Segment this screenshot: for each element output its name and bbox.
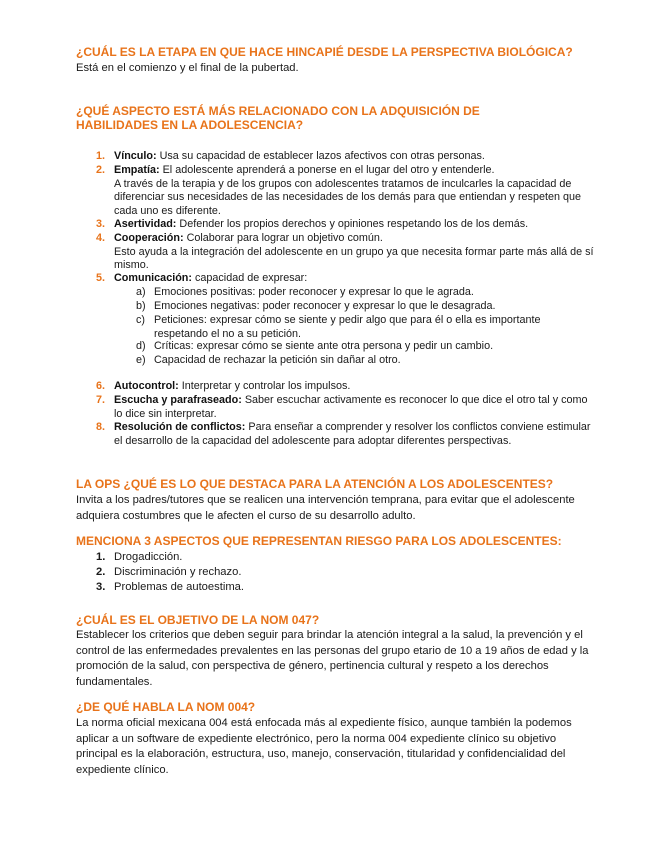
answer-ops: Invita a los padres/tutores que se realicen una intervención temprana, para evitar que el adolescente adquiera costumbres que le afecten el curso de su desarrollo adulto.	[76, 494, 575, 522]
answer-nom-047: Establecer los criterios que deben seguir para brindar la atención integral a la salud, la prevención y el control de las enfermedades prevalentes en las personas del grupo etario de 10 a 19 años de edad y la promoción de la salud, con perspectiva de género, pertinencia cultural y respeto a los derechos fundamentales.	[76, 629, 589, 688]
skill-item	[96, 272, 596, 286]
heading-ops: LA OPS ¿QUÉ ES LO QUE DESTACA PARA LA ATENCIÓN A LOS ADOLESCENTES?	[76, 477, 554, 491]
item-text: Colaborar para lograr un objetivo común.	[183, 232, 383, 244]
item-text: Saber escuchar activamente es reconocer lo que dice el otro tal y como lo dice sin interpretar.	[114, 394, 588, 420]
skill-item	[96, 164, 596, 218]
item-text: capacidad de expresar:	[191, 272, 308, 284]
communication-sub-item	[136, 300, 586, 314]
item-term: Escucha y parafraseado:	[114, 394, 242, 406]
risk-item	[96, 580, 576, 595]
sub-text: Capacidad de rechazar la petición sin dañar al otro.	[154, 354, 401, 366]
skill-item	[96, 394, 596, 421]
item-number: 1.	[96, 150, 106, 162]
skill-item	[96, 150, 596, 164]
sub-letter: d)	[136, 340, 146, 352]
item-term: Autocontrol:	[114, 380, 179, 392]
skill-item	[96, 232, 596, 273]
answer-nom-004: La norma oficial mexicana 004 está enfocada más al expediente físico, aunque también la podemos aplicar a un software de expediente electrónico, pero la norma 004 expediente clínico su objetivo principal es la elaboración, estructura, uso, manejo, conservación, titularidad y confidencialidad del expediente clínico.	[76, 717, 572, 776]
sub-letter: e)	[136, 354, 146, 366]
item-extra: A través de la terapia y de los grupos con adolescentes tratamos de inculcarles la capacidad de diferenciar sus necesidades de las necesidades de los demás para que entiendan y respeten que cada uno es diferente.	[114, 177, 581, 217]
sub-text: Críticas: expresar cómo se siente ante otra persona y pedir un cambio.	[154, 340, 494, 352]
item-term: Comunicación:	[114, 272, 192, 284]
skill-item	[96, 421, 596, 448]
item-text: El adolescente aprenderá a ponerse en el lugar del otro y entenderle.	[159, 164, 495, 176]
item-term: Asertividad:	[114, 218, 177, 230]
item-text: Problemas de autoestima.	[114, 581, 244, 593]
item-term: Vínculo:	[114, 150, 157, 162]
sub-text: Emociones negativas: poder reconocer y expresar lo que le desagrada.	[154, 300, 496, 312]
item-extra: Esto ayuda a la integración del adolescente en un grupo ya que necesita formar parte más allá de sí mismo.	[114, 245, 594, 272]
item-number: 3.	[96, 218, 106, 230]
heading-biological-stage: ¿CUÁL ES LA ETAPA EN QUE HACE HINCAPIÉ DESDE LA PERSPECTIVA BIOLÓGICA?	[76, 45, 573, 59]
item-term: Resolución de conflictos:	[114, 421, 246, 433]
heading-skills-acquisition: ¿QUÉ ASPECTO ESTÁ MÁS RELACIONADO CON LA ADQUISICIÓN DE HABILIDADES EN LA ADOLESCENCIA?	[76, 104, 480, 132]
sub-text: Emociones positivas: poder reconocer y expresar lo que le agrada.	[154, 286, 474, 298]
item-text: Usa su capacidad de establecer lazos afectivos con otras personas.	[156, 150, 485, 162]
item-text: Para enseñar a comprender y resolver los conflictos conviene estimular el desarrollo de la capacidad del adolescente para adoptar diferentes perspectivas.	[114, 421, 591, 447]
item-text: Drogadicción.	[114, 551, 183, 563]
communication-sub-item	[136, 340, 586, 354]
item-text: Defender los propios derechos y opiniones respetando los de los demás.	[176, 218, 529, 230]
answer-biological-stage: Está en el comienzo y el final de la pubertad.	[76, 62, 299, 74]
sub-text: Peticiones: expresar cómo se siente y pedir algo que para él o ella es importante respetando el no a su petición.	[154, 314, 541, 340]
heading-risk-aspects: MENCIONA 3 ASPECTOS QUE REPRESENTAN RIESGO PARA LOS ADOLESCENTES:	[76, 534, 562, 548]
communication-sub-item	[136, 314, 586, 341]
communication-sub-item	[136, 286, 586, 300]
skill-item	[96, 380, 596, 394]
sub-letter: c)	[136, 314, 145, 326]
item-term: Empatía:	[114, 164, 160, 176]
item-number: 2.	[96, 566, 106, 578]
item-number: 7.	[96, 394, 106, 406]
item-term: Cooperación:	[114, 232, 184, 244]
item-number: 3.	[96, 581, 106, 593]
communication-sub-item	[136, 354, 586, 368]
item-text: Interpretar y controlar los impulsos.	[178, 380, 351, 392]
item-number: 8.	[96, 421, 106, 433]
sub-letter: b)	[136, 300, 146, 312]
item-text: Discriminación y rechazo.	[114, 566, 242, 578]
item-number: 1.	[96, 551, 106, 563]
risk-item	[96, 550, 576, 565]
item-number: 2.	[96, 164, 106, 176]
heading-nom-047: ¿CUÁL ES EL OBJETIVO DE LA NOM 047?	[76, 613, 320, 627]
heading-nom-004: ¿DE QUÉ HABLA LA NOM 004?	[76, 700, 256, 714]
skill-item	[96, 218, 596, 232]
item-number: 5.	[96, 272, 106, 284]
item-number: 4.	[96, 232, 106, 244]
risk-item	[96, 565, 576, 580]
sub-letter: a)	[136, 286, 146, 298]
item-number: 6.	[96, 380, 106, 392]
